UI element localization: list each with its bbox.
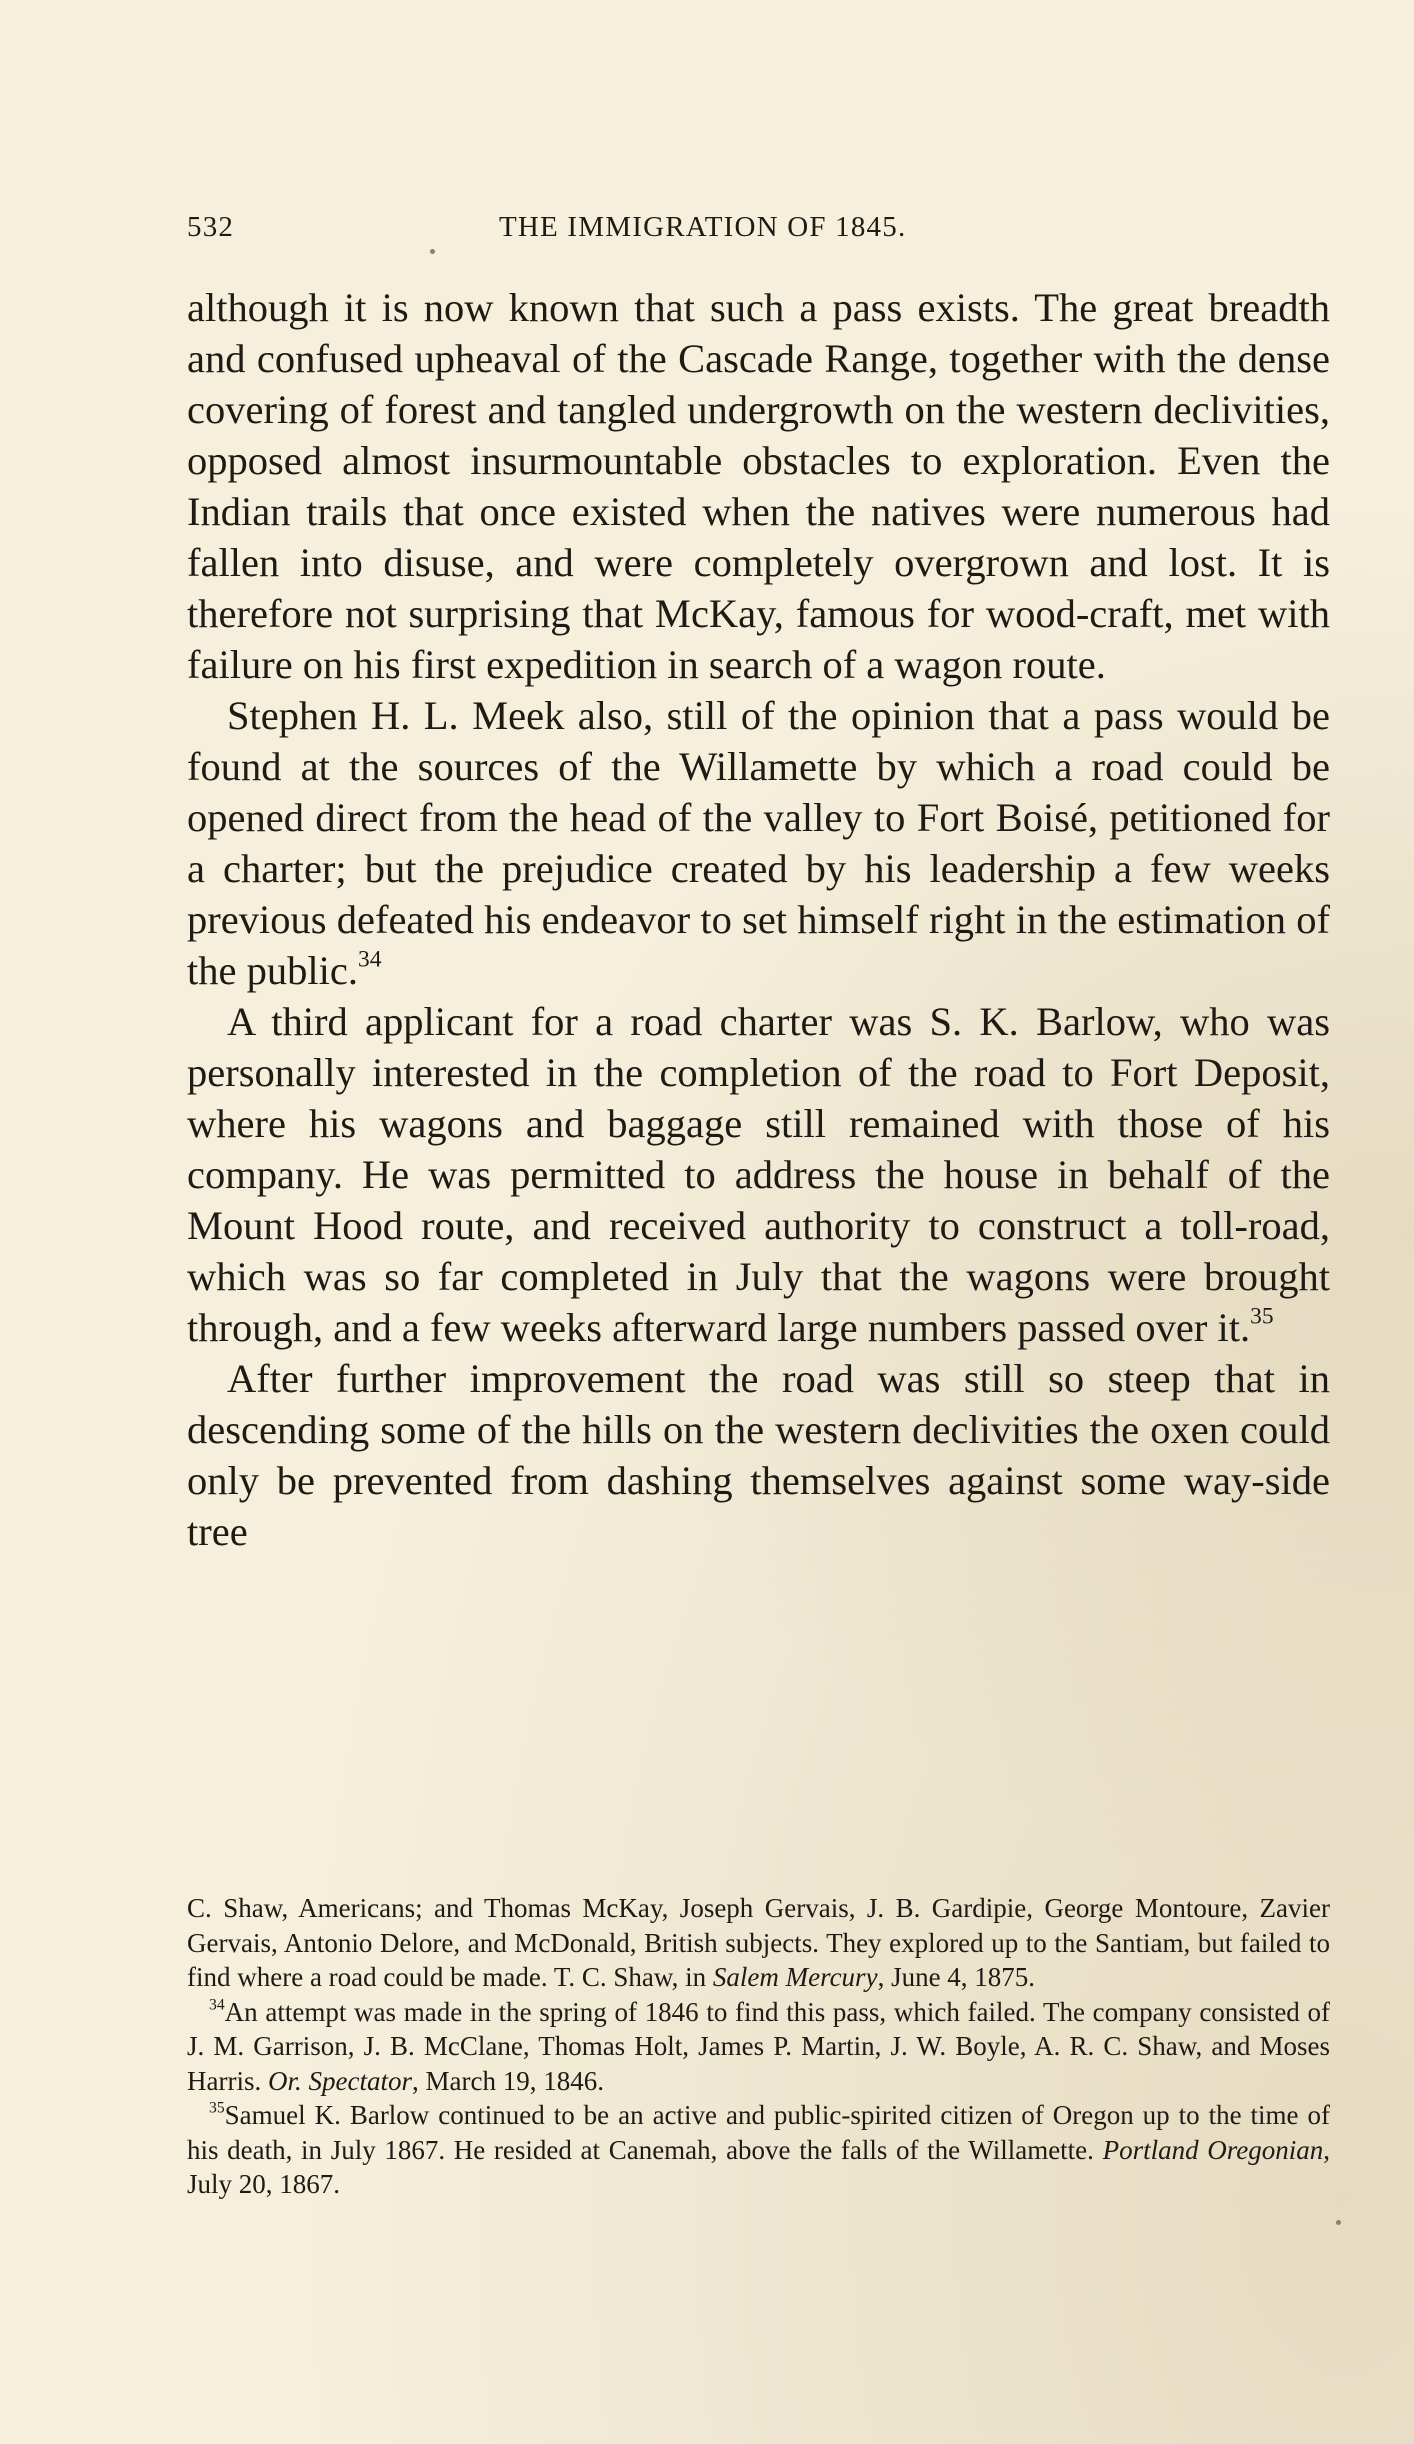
footnotes [187,1891,1330,2202]
footnote [187,1891,1330,1995]
page-number: 532 [187,211,235,243]
footnote [187,1995,1330,2099]
body-paragraph [187,282,1330,690]
text-run: An attempt was made in the spring of 1846 to find this pass, which failed. The company consisted of J. M. Garrison, J. B. McClane, Thomas Holt, James P. Martin, J. W. Boyle, A. R. C. Shaw, and Moses Harris. [187,1996,1330,2096]
citation-title: Or. Spectator [267,2065,412,2096]
ink-speck [430,249,435,254]
text-run: although it is now known that such a pass exists. The great breadth and confused upheaval of the Cascade Range, together with the dense covering of forest and tangled undergrowth on the western declivities, opposed almost insurmountable obstacles to exploration. Even the Indian trails that once existed when the natives were numerous had fallen into disuse, and were completely overgrown and lost. It is therefore not surprising that McKay, famous for wood-craft, met with failure on his first expedition in search of a wagon route. [187,285,1330,687]
running-head [187,203,1330,251]
ink-speck [1336,2220,1341,2225]
body-paragraph [187,690,1330,996]
running-title: THE IMMIGRATION OF 1845. [499,211,907,243]
body-paragraph [187,996,1330,1353]
footnote [187,2098,1330,2202]
footnote-ref: 34 [209,1995,225,2013]
body-text [187,282,1330,1557]
citation-title: Portland Oregonian [1102,2134,1324,2165]
footnote-ref: 35 [209,2099,225,2117]
footnote-ref: 34 [357,946,382,973]
text-run: After further improvement the road was still so steep that in descending some of the hills on the western declivities the oxen could only be prevented from dashing themselves against some way-side tree [187,1356,1330,1554]
text-run: C. Shaw, Americans; and Thomas McKay, Joseph Gervais, J. B. Gardipie, George Montoure, Zavier Gervais, Antonio Delore, and McDonald, British subjects. They explored up to the Santiam, but failed to find where a road could be made. T. C. Shaw, in [187,1893,1330,1992]
text-run: Samuel K. Barlow continued to be an active and public-spirited citizen of Oregon up to the time of his death, in July 1867. He resided at Canemah, above the falls of the Willamette. [187,2100,1330,2165]
text-run: A third applicant for a road charter was S. K. Barlow, who was personally interested in the completion of the road to Fort Deposit, where his wagons and baggage still remained with those of his company. He was permitted to address the house in behalf of the Mount Hood route, and received authority to construct a toll-road, which was so far completed in July that the wagons were brought through, and a few weeks afterward large numbers passed over it. [187,999,1330,1350]
citation-title: Salem Mercury [712,1962,878,1992]
text-run: , June 4, 1875. [877,1962,1036,1992]
footnote-ref: 35 [1250,1303,1274,1330]
body-paragraph [187,1353,1330,1557]
text-run: , July 20, 1867. [187,2134,1330,2199]
text-run: , March 19, 1846. [411,2065,604,2096]
text-run: Stephen H. L. Meek also, still of the opinion that a pass would be found at the sources of the Willamette by which a road could be opened direct from the head of the valley to Fort Boisé, petitioned for a charter; but the prejudice created by his leadership a few weeks previous defeated his endeavor to set himself right in the estimation of the public. [187,693,1330,993]
